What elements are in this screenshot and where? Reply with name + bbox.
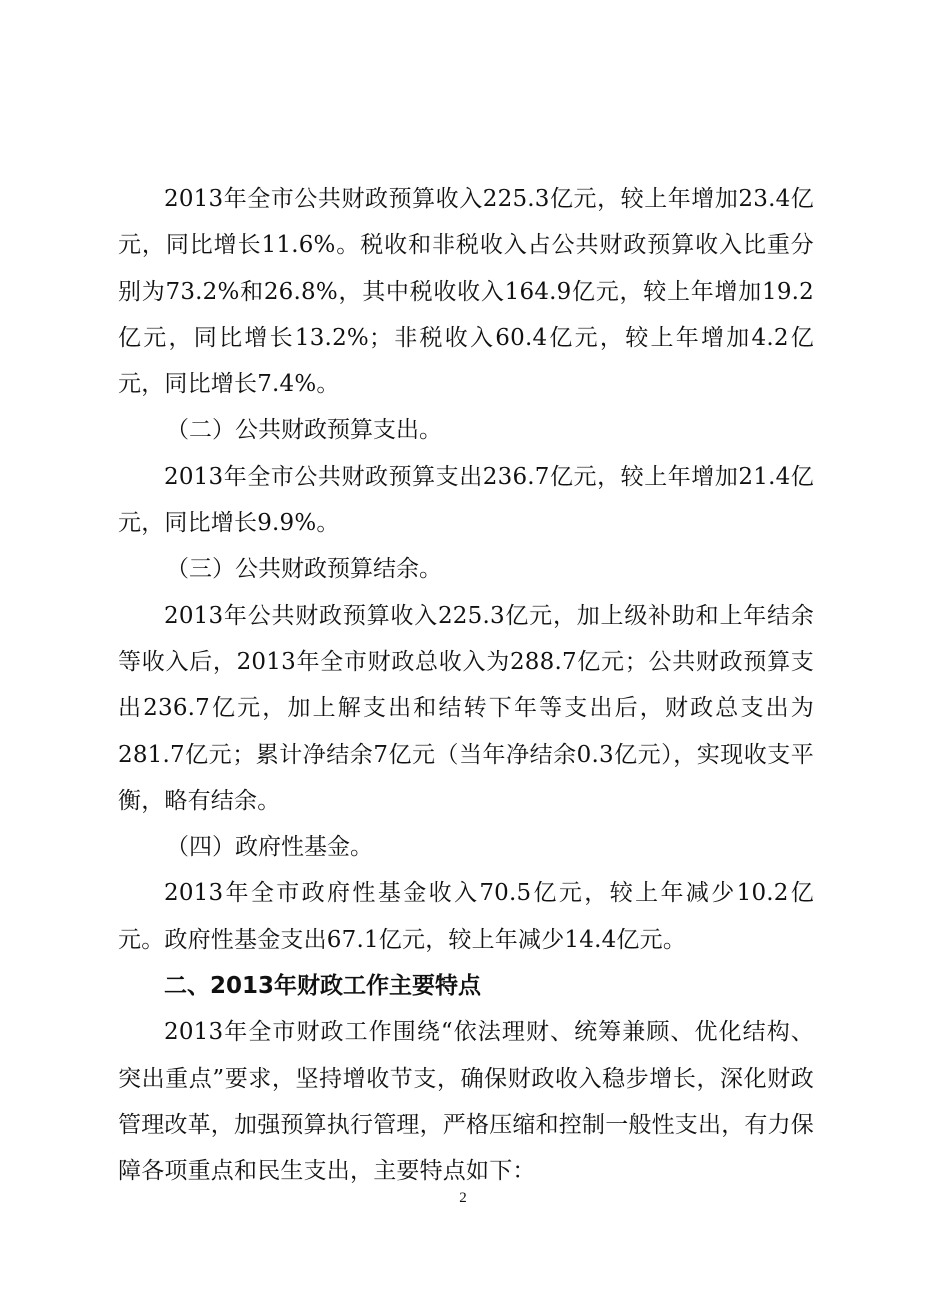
- paragraph-government-funds: 2013年全市政府性基金收入70.5亿元，较上年减少10.2亿元。政府性基金支出67.1亿元，较上年减少14.4亿元。: [118, 880, 814, 953]
- paragraph-budget-expenditure: 2013年全市公共财政预算支出236.7亿元，较上年增加21.4亿元，同比增长9.9%。: [118, 463, 814, 537]
- paragraph-budget-surplus: 2013年公共财政预算收入225.3亿元，加上级补助和上年结余等收入后，2013年全市财政总收入为288.7亿元；公共财政预算支出236.7亿元，加上解支出和结转下年等支出后，财政总支出为281.7亿元；累计净结余7亿元（当年净结余0.3亿元），实现收支平衡，略有结余。: [118, 602, 814, 814]
- paragraph-work-features: 2013年全市财政工作围绕“依法理财、统筹兼顾、优化结构、突出重点”要求，坚持增收节支，确保财政收入稳步增长，深化财政管理改革，加强预算执行管理，严格压缩和控制一般性支出，有力保障各项重点和民生支出，主要特点如下：: [118, 1019, 814, 1185]
- subheading-budget-surplus: （三）公共财政预算结余。: [166, 556, 442, 583]
- section-heading-work-features: 二、2013年财政工作主要特点: [164, 973, 482, 1000]
- subheading-budget-expenditure: （二）公共财政预算支出。: [166, 417, 442, 444]
- page-number: 2: [459, 1190, 467, 1206]
- paragraph-budget-revenue: 2013年全市公共财政预算收入225.3亿元，较上年增加23.4亿元，同比增长11.6%。税收和非税收入占公共财政预算收入比重分别为73.2%和26.8%，其中税收收入164.9亿元，较上年增加19.2亿元，同比增长13.2%；非税收入60.4亿元，较上年增加4.2亿元，同比增长7.4%。: [118, 186, 814, 398]
- subheading-government-funds: （四）政府性基金。: [166, 834, 373, 861]
- document-body: [118, 176, 814, 1195]
